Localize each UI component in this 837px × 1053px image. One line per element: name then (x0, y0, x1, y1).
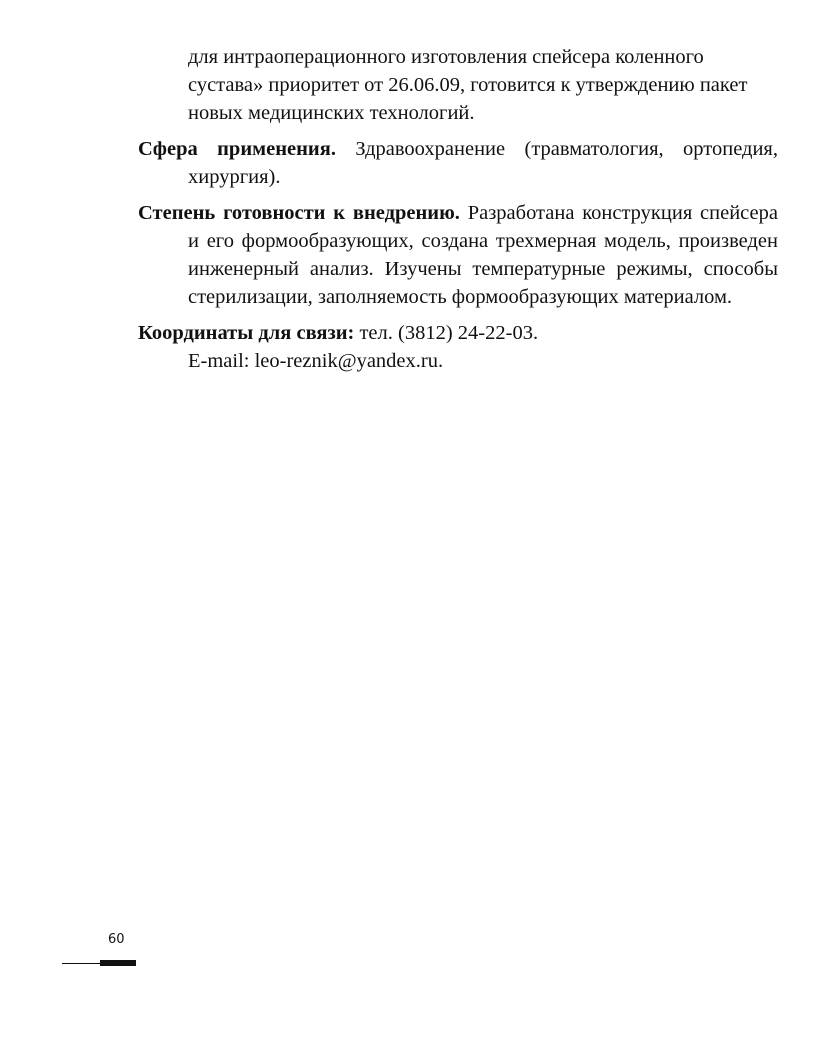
scope-label: Сфера применения. (138, 137, 336, 160)
contacts-label: Координаты для связи: (138, 321, 355, 344)
readiness-text: Разработана конструкция спейсера и его формообразующих, создана трехмерная модель, произведен инженерный анализ. Изучены температурные режимы, способы стерилизации, заполняемость формообразующих материалом. (188, 201, 778, 308)
continuation-paragraph: для интраоперационного изготовления спейсера коленного сустава» приоритет от 26.06.09, готовится к утверждению пакет новых медицинских технологий. (188, 45, 748, 124)
readiness-paragraph (138, 199, 778, 311)
scope-paragraph (138, 135, 778, 191)
text-block (138, 22, 778, 383)
footer-rule-accent (100, 960, 136, 966)
scope-text: Здравоохранение (травматология, ортопедия, хирургия). (188, 137, 778, 188)
contacts-paragraph (138, 319, 778, 375)
page-number: 60 (108, 932, 125, 947)
contacts-phone: тел. (3812) 24-22-03. (354, 321, 539, 344)
readiness-label: Степень готовности к внедрению. (138, 201, 460, 224)
page-footer (62, 932, 136, 972)
contacts-email: E-mail: leo-reznik@yandex.ru. (188, 349, 444, 372)
